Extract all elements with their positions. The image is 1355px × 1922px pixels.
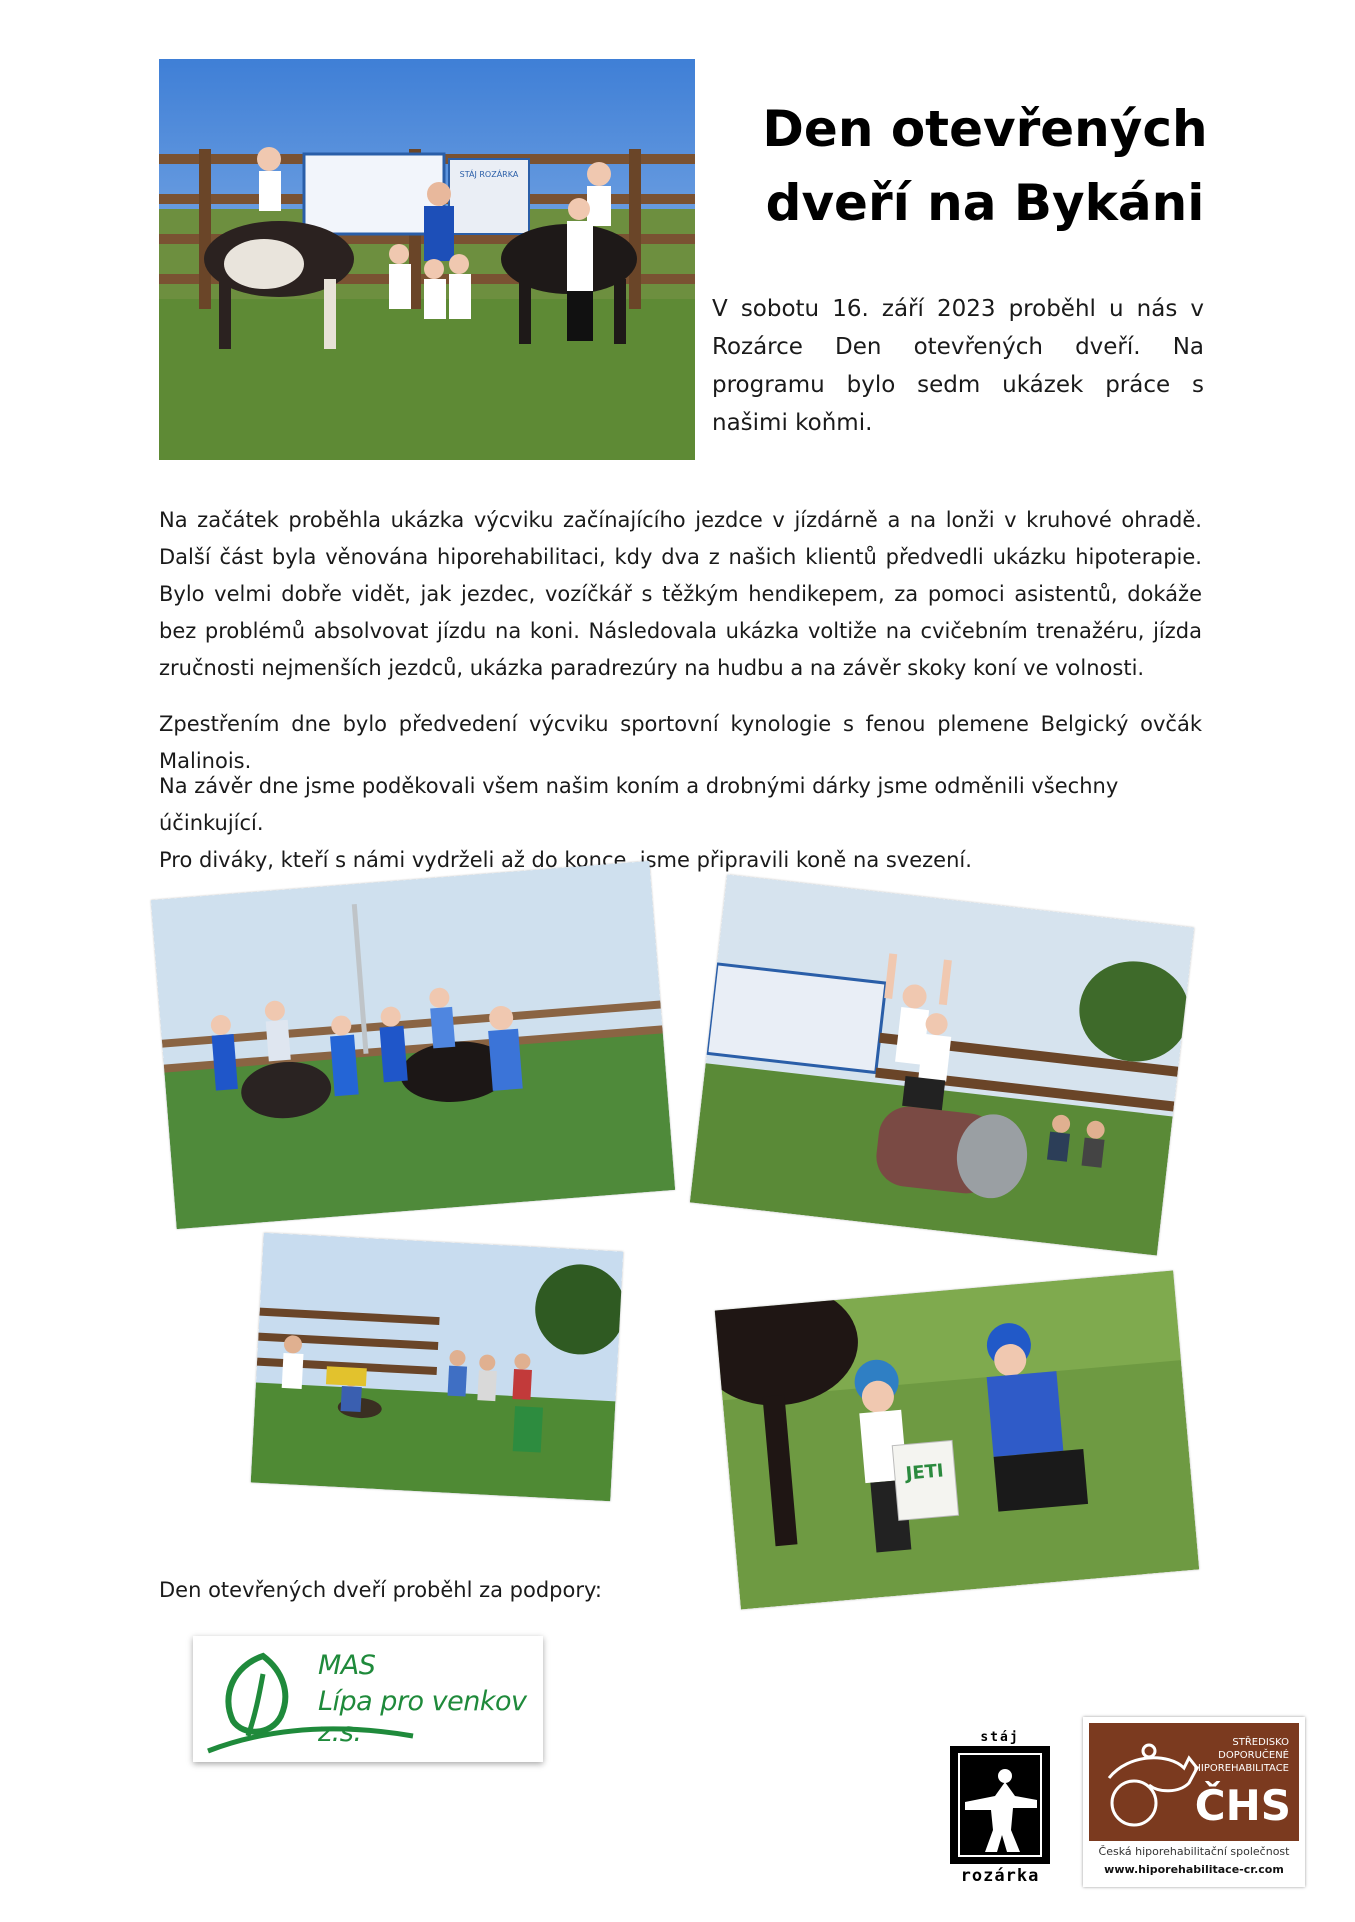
chs-logo-line-2: DOPORUČENÉ <box>1218 1750 1289 1761</box>
intro-paragraph: V sobotu 16. září 2023 proběhl u nás v Rozárce Den otevřených dveří. Na programu bylo sedm ukázek práce s našimi koňmi. <box>712 296 1204 436</box>
photo-dog-training <box>251 1233 624 1501</box>
photo-vaulting-barrel <box>690 874 1194 1255</box>
mas-logo-line-2: Lípa pro venkov z.s. <box>318 1686 527 1748</box>
staj-logo-top-word: stáj <box>980 1730 1020 1745</box>
chs-logo-line-3: HIPOREHABILITACE <box>1193 1763 1289 1774</box>
chs-logo-panel <box>1089 1723 1299 1841</box>
chs-logo-website: www.hiporehabilitace-cr.com <box>1104 1863 1284 1876</box>
chs-logo-line-1: STŘEDISKO <box>1232 1737 1289 1748</box>
paragraph-program <box>159 502 1202 687</box>
chs-logo-abbreviation: ČHS <box>1194 1781 1291 1830</box>
photo-kids-on-ponies <box>159 59 695 460</box>
title-line-1: Den otevřených <box>762 100 1208 158</box>
photo-gift-bag <box>715 1271 1199 1610</box>
photo-riders-walking <box>151 861 675 1229</box>
page-title <box>745 92 1225 240</box>
chs-logo-name: Česká hiporehabilitační společnost <box>1098 1845 1290 1858</box>
paragraph-3-line-2: Pro diváky, kteří s námi vydrželi až do konce, jsme připravili koně na svezení. <box>159 848 972 872</box>
mas-lipa-logo <box>193 1636 543 1762</box>
paragraph-3-line-1: Na závěr dne jsme poděkovali všem našim koním a drobnými dárky jsme odměnili všechny účinkující. <box>159 774 1119 835</box>
support-text: Den otevřených dveří proběhl za podpory: <box>159 1578 602 1602</box>
banner-text: STÁJ ROZÁRKA <box>459 170 519 179</box>
paragraph-zaver <box>159 768 1202 879</box>
chs-logo <box>1083 1717 1305 1887</box>
paragraph-1: Na začátek proběhla ukázka výcviku začínajícího jezdce v jízdárně a na lonži v kruhové ohradě. Další část byla věnována hiporehabilitaci, kdy dva z našich klientů předvedli ukázku hipoterapie. Bylo velmi dobře vidět, jak jezdec, vozíčkář s těžkým hendikepem, za pomoci asistentů, dokáže bez problémů absolvovat jízdu na koni. Následovala ukázka voltiže na cvičebním trenažéru, jízda zručnosti nejmenších jezdců, ukázka paradrezúry na hudbu a na závěr skoky koní ve volnosti. <box>159 508 1202 680</box>
mas-logo-line-1: MAS <box>318 1650 376 1681</box>
staj-logo-bottom-word: rozárka <box>960 1866 1040 1886</box>
bag-logo-text: JETI <box>904 1460 945 1485</box>
paragraph-2: Zpestřením dne bylo předvedení výcviku sportovní kynologie s fenou plemene Belgický ovčák Malinois. <box>159 712 1202 773</box>
title-line-2: dveří na Bykáni <box>765 174 1205 232</box>
staj-rozarka-logo <box>945 1730 1055 1890</box>
